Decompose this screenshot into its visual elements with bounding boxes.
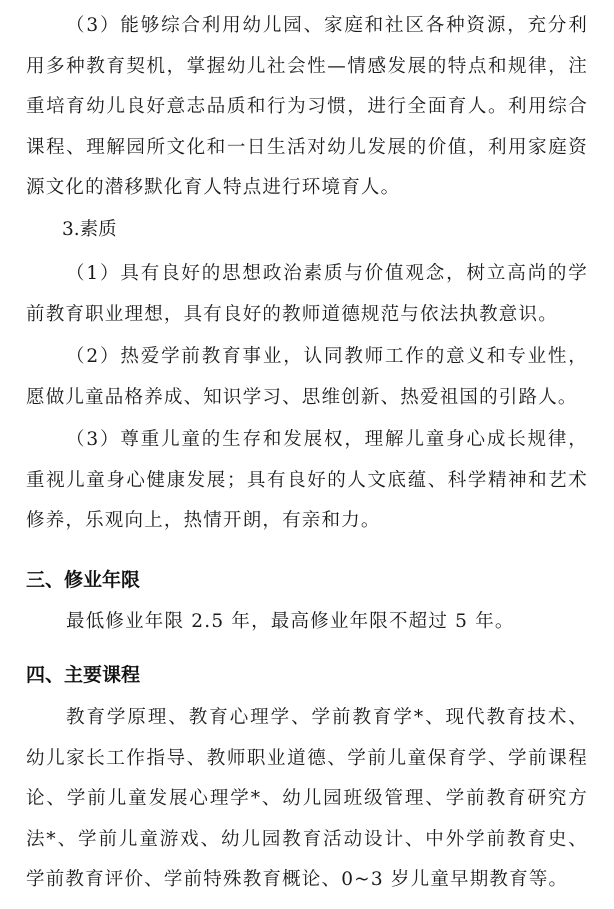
subheading-quality: 3.素质 bbox=[62, 219, 117, 240]
paragraph-resources: （3）能够综合利用幼儿园、家庭和社区各种资源，充分利用多种教育契机，掌握幼儿社会性—情感发展的特点和规律，注重培育幼儿良好意志品质和行为习惯，进行全面育人。利用综合课程、理解园所文化和一日生活对幼儿发展的价值，利用家庭资源文化的潜移默化育人特点进行环境育人。 bbox=[26, 15, 588, 199]
section-heading-duration: 三、修业年限 bbox=[26, 569, 141, 591]
courses-list-text: 教育学原理、教育心理学、学前教育学*、现代教育技术、幼儿家长工作指导、教师职业道德、学前儿童保育学、学前课程论、学前儿童发展心理学*、幼儿园班级管理、学前教育研究方法*、学前儿童游戏、幼儿园教育活动设计、中外学前教育史、学前教育评价、学前特殊教育概论、0~3 岁儿童早期教育等。 bbox=[26, 707, 588, 891]
duration-text: 最低修业年限 2.5 年，最高修业年限不超过 5 年。 bbox=[66, 611, 515, 632]
paragraph-quality-3: （3）尊重儿童的生存和发展权，理解儿童身心成长规律，重视儿童身心健康发展；具有良好的人文底蕴、科学精神和艺术修养，乐观向上，热情开朗，有亲和力。 bbox=[26, 429, 588, 532]
paragraph-quality-1: （1）具有良好的思想政治素质与价值观念，树立高尚的学前教育职业理想，具有良好的教师道德规范与依法执教意识。 bbox=[26, 263, 588, 325]
section-heading-courses: 四、主要课程 bbox=[26, 664, 141, 686]
paragraph-quality-2: （2）热爱学前教育事业，认同教师工作的意义和专业性，愿做儿童品格养成、知识学习、思维创新、热爱祖国的引路人。 bbox=[26, 346, 588, 408]
